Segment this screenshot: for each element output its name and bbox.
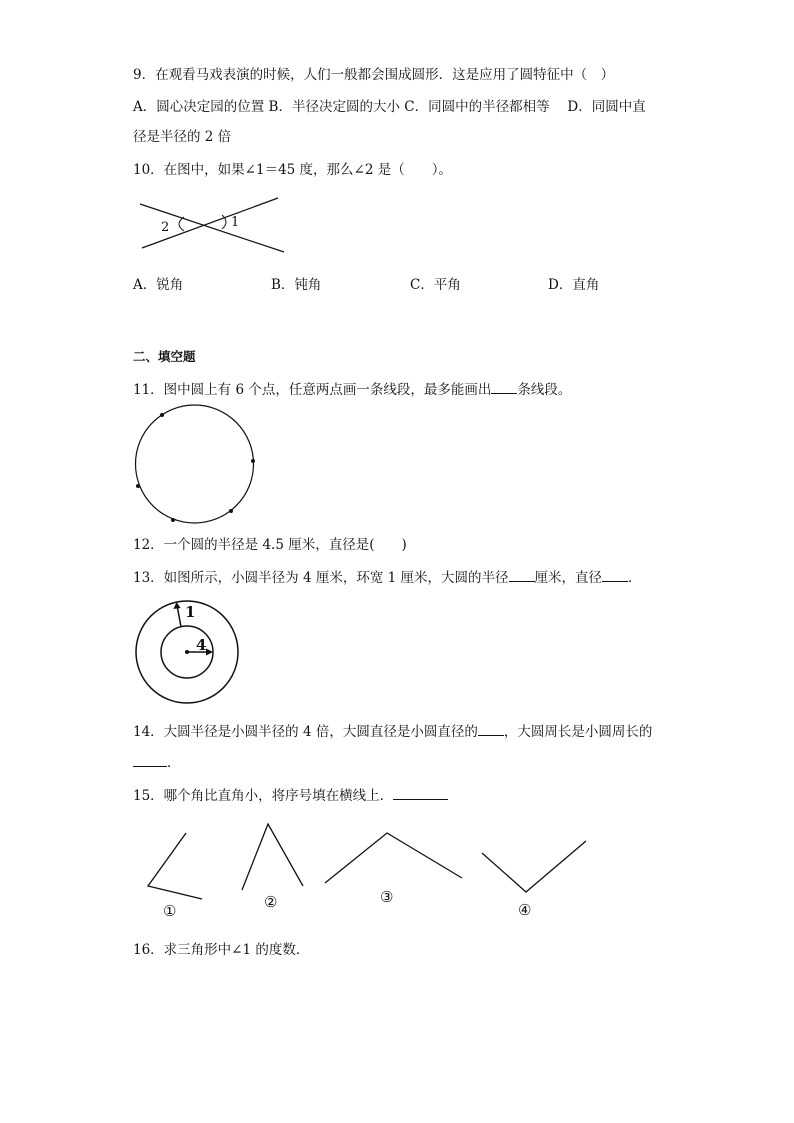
q10-intersecting-lines-figure — [130, 190, 290, 260]
q13-small-radius-label: 4 — [196, 636, 207, 654]
q10-angle1-label: 1 — [231, 215, 240, 230]
q11-point — [136, 484, 140, 488]
q11-circle — [136, 405, 254, 523]
q12-stem: 12．一个圆的半径是 4.5 厘米，直径是( ) — [133, 537, 407, 553]
section-title-fill-in: 二、填空题 — [133, 349, 196, 364]
q14-stem-line2 — [133, 752, 181, 773]
q9-options-line1: A．圆心决定园的位置 B．半径决定圆的大小 C．同圆中的半径都相等 D．同圆中直 — [133, 99, 646, 115]
q15-angles-figure — [140, 820, 600, 910]
q15-label-4: ④ — [518, 901, 532, 919]
q10-angle2-label: 2 — [161, 220, 170, 235]
q15-answer-blank[interactable] — [393, 785, 448, 800]
q14-stem-a: 14．大圆半径是小圆半径的 4 倍，大圆直径是小圆直径的 — [133, 724, 478, 740]
q16-stem: 16．求三角形中∠1 的度数． — [133, 942, 310, 958]
q14-stem-b: ，大圆周长是小圆周长的 — [503, 724, 653, 740]
q15-angle-4 — [482, 841, 586, 892]
q13-stem-a: 13．如图所示，小圆半径为 4 厘米，环宽 1 厘米，大圆的半径 — [133, 570, 509, 586]
q11-answer-blank[interactable] — [491, 379, 517, 394]
q14-stem — [133, 721, 652, 742]
q13-radius-blank[interactable] — [509, 567, 535, 582]
q10-option-a: A．锐角 — [133, 277, 184, 293]
q11-point — [251, 459, 255, 463]
q13-radius-arrowhead — [206, 649, 213, 656]
q15-label-1: ① — [163, 902, 177, 920]
q15-stem-text: 15．哪个角比直角小，将序号填在横线上． — [133, 788, 394, 804]
q14-diameter-ratio-blank[interactable] — [478, 721, 504, 736]
q15-angle-3 — [325, 833, 462, 883]
q10-stem: 10．在图中，如果∠1＝45 度，那么∠2 是（ ）。 — [133, 162, 452, 178]
q11-stem — [133, 379, 571, 400]
q13-stem-c: ． — [628, 570, 642, 586]
q11-stem-after: 条线段。 — [517, 382, 572, 398]
q11-point — [160, 413, 164, 417]
q10-option-b: B．钝角 — [271, 277, 322, 293]
q9-stem: 9．在观看马戏表演的时候，人们一般都会围成圆形．这是应用了圆特征中（ ） — [133, 67, 615, 83]
q13-stem-b: 厘米，直径 — [534, 570, 603, 586]
q14-stem-c: ． — [167, 755, 181, 771]
q15-label-2: ② — [264, 893, 278, 911]
q11-point — [229, 509, 233, 513]
q15-stem — [133, 785, 448, 806]
q10-option-d: D．直角 — [548, 277, 600, 293]
q10-option-c: C．平角 — [410, 277, 461, 293]
q11-point — [171, 518, 175, 522]
q13-ring-width-label: 1 — [185, 603, 196, 621]
q13-diameter-blank[interactable] — [602, 567, 628, 582]
q11-stem-before: 11．图中圆上有 6 个点，任意两点画一条线段，最多能画出 — [133, 382, 492, 398]
q14-circumference-ratio-blank[interactable] — [133, 752, 167, 767]
q9-options-line2: 径是半径的 2 倍 — [133, 129, 232, 145]
q15-angle-2 — [242, 824, 303, 890]
q15-angle-1 — [148, 833, 202, 899]
q13-stem — [133, 567, 642, 588]
q11-circle-figure — [130, 402, 260, 528]
q10-angle2-arc — [179, 217, 184, 231]
q15-label-3: ③ — [380, 888, 394, 906]
